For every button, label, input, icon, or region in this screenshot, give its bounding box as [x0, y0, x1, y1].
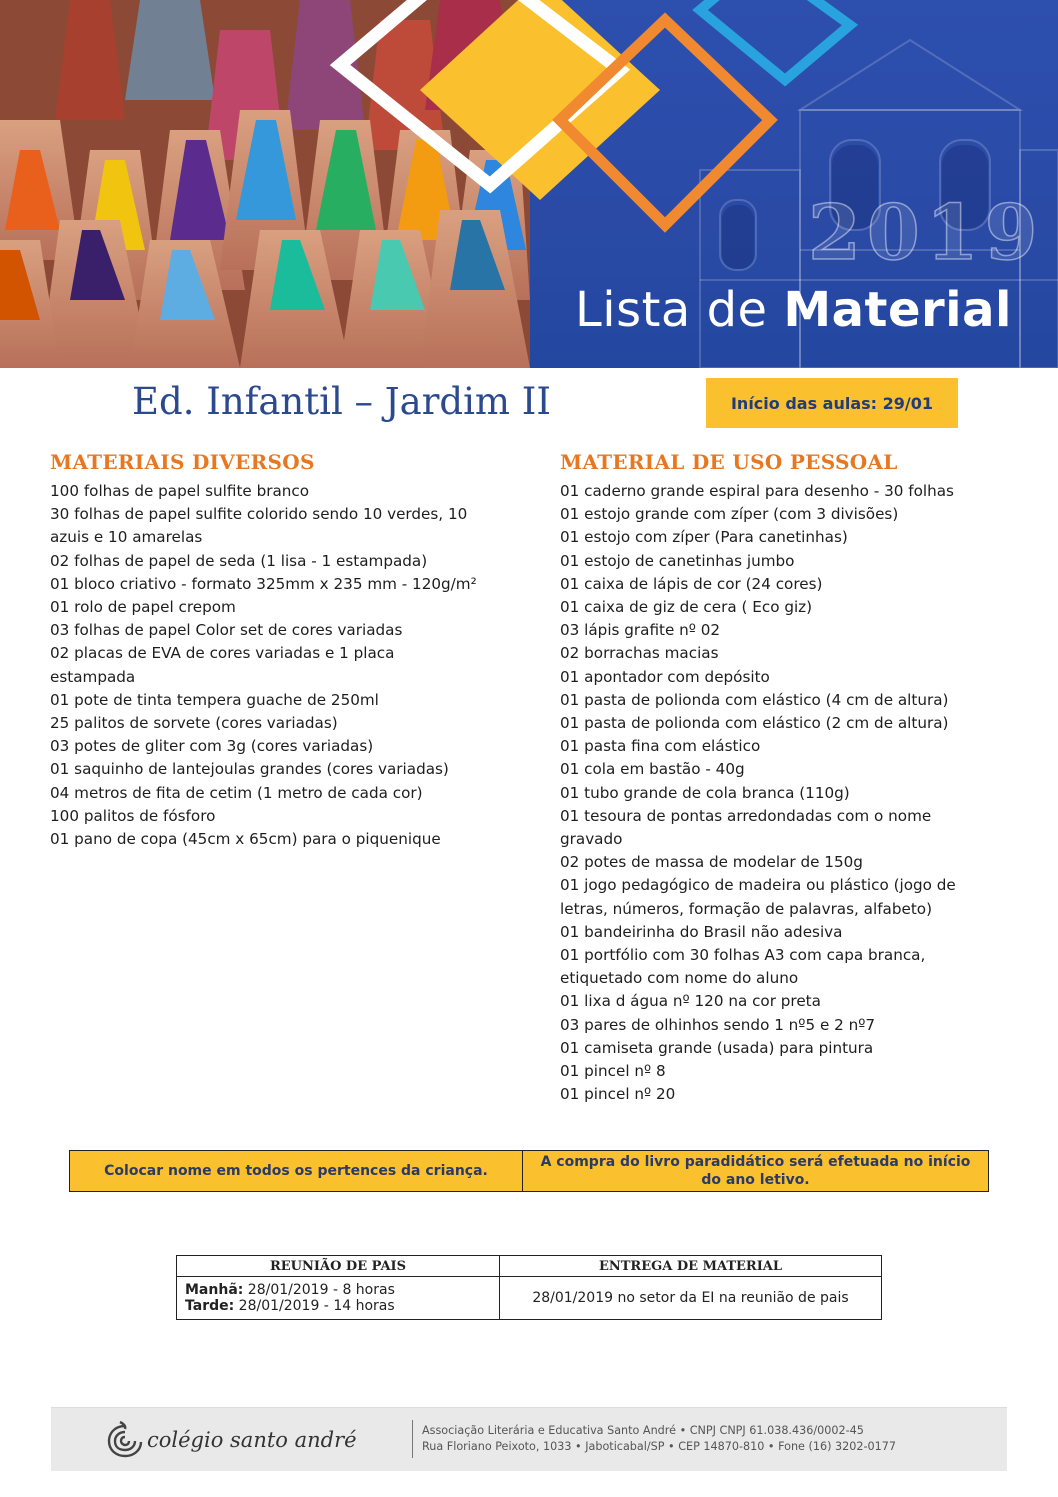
list-item: letras, números, formação de palavras, alfabeto): [560, 899, 933, 918]
afternoon-label: Tarde:: [185, 1298, 235, 1314]
footer-divider: [412, 1420, 413, 1458]
list-item: 01 bandeirinha do Brasil não adesiva: [560, 922, 843, 941]
list-item: 01 estojo grande com zíper (com 3 divisões): [560, 505, 899, 524]
afternoon-meeting: [185, 1298, 491, 1314]
school-logo-icon: [106, 1420, 144, 1460]
materials-list: [50, 480, 510, 851]
list-item: etiquetado com nome do aluno: [560, 969, 799, 988]
notice-book-purchase: A compra do livro paradidático será efetuada no início do ano letivo.: [540, 1154, 971, 1188]
list-item: azuis e 10 amarelas: [50, 528, 203, 547]
schedule-table: [176, 1255, 882, 1320]
list-item: 01 estojo de canetinhas jumbo: [560, 551, 795, 570]
list-item: 02 borrachas macias: [560, 644, 719, 663]
list-item: 01 pasta de polionda com elástico (4 cm de altura): [560, 690, 949, 709]
list-item: 01 apontador com depósito: [560, 667, 770, 686]
list-item: 30 folhas de papel sulfite colorido sendo 10 verdes, 10: [50, 505, 468, 524]
year-watermark: 2019: [808, 188, 1044, 277]
footer-contact-info: [422, 1423, 896, 1455]
list-item: 01 pasta de polionda com elástico (2 cm de altura): [560, 714, 949, 733]
start-date-badge: Início das aulas: 29/01: [706, 378, 958, 428]
notice-bar: [69, 1150, 989, 1192]
list-item: 01 pasta fina com elástico: [560, 737, 761, 756]
morning-value: 28/01/2019 - 8 horas: [243, 1282, 395, 1298]
materiais-diversos-section: [50, 450, 510, 851]
material-delivery-header: ENTREGA DE MATERIAL: [500, 1256, 882, 1277]
material-uso-pessoal-section: [560, 450, 1010, 1106]
list-item: 02 folhas de papel de seda (1 lisa - 1 estampada): [50, 551, 428, 570]
list-item: 01 pincel nº 8: [560, 1062, 666, 1081]
list-item: 01 tubo grande de cola branca (110g): [560, 783, 850, 802]
list-item: 01 portfólio com 30 folhas A3 com capa branca,: [560, 946, 926, 965]
parents-meeting-header: REUNIÃO DE PAIS: [177, 1256, 500, 1277]
list-item: gravado: [560, 830, 623, 849]
list-item: 01 jogo pedagógico de madeira ou plástico (jogo de: [560, 876, 956, 895]
section-heading: MATERIAIS DIVERSOS: [50, 450, 315, 474]
list-item: 01 lixa d água nº 120 na cor preta: [560, 992, 821, 1011]
footer-line-association: Associação Literária e Educativa Santo André • CNPJ CNPJ 61.038.436/0002-45: [422, 1424, 864, 1437]
section-heading: MATERIAL DE USO PESSOAL: [560, 450, 898, 474]
list-item: 03 pares de olhinhos sendo 1 nº5 e 2 nº7: [560, 1015, 876, 1034]
list-item: 01 bloco criativo - formato 325mm x 235 mm - 120g/m²: [50, 574, 477, 593]
list-item: 03 folhas de papel Color set de cores variadas: [50, 621, 403, 640]
footer-line-address: Rua Floriano Peixoto, 1033 • Jaboticabal/SP • CEP 14870-810 • Fone (16) 3202-0177: [422, 1440, 896, 1453]
table-row: [177, 1277, 882, 1320]
grade-title: Ed. Infantil – Jardim II: [132, 380, 551, 423]
banner-title: [575, 282, 1012, 338]
morning-meeting: [185, 1282, 491, 1298]
meeting-times-cell: [177, 1277, 500, 1320]
notice-name-belongings: Colocar nome em todos os pertences da criança.: [70, 1151, 523, 1191]
banner-title-light: Lista de: [575, 282, 784, 338]
list-item: 01 tesoura de pontas arredondadas com o nome: [560, 806, 932, 825]
list-item: estampada: [50, 667, 136, 686]
list-item: 01 cola em bastão - 40g: [560, 760, 745, 779]
list-item: 02 placas de EVA de cores variadas e 1 placa: [50, 644, 395, 663]
list-item: 01 caixa de giz de cera ( Eco giz): [560, 598, 813, 617]
list-item: 01 caderno grande espiral para desenho - 30 folhas: [560, 482, 954, 500]
list-item: 25 palitos de sorvete (cores variadas): [50, 714, 338, 733]
list-item: 03 lápis grafite nº 02: [560, 621, 721, 640]
list-item: 01 saquinho de lantejoulas grandes (cores variadas): [50, 760, 449, 779]
list-item: 01 estojo com zíper (Para canetinhas): [560, 528, 848, 547]
list-item: 01 pano de copa (45cm x 65cm) para o piquenique: [50, 830, 441, 849]
school-name: colégio santo andré: [147, 1428, 357, 1452]
table-header-row: [177, 1256, 882, 1277]
header-banner: [0, 0, 1058, 368]
footer: [51, 1407, 1007, 1471]
list-item: 01 camiseta grande (usada) para pintura: [560, 1038, 874, 1057]
materials-list: [560, 480, 1010, 1106]
afternoon-value: 28/01/2019 - 14 horas: [234, 1298, 395, 1314]
list-item: 02 potes de massa de modelar de 150g: [560, 853, 863, 872]
list-item: 01 pincel nº 20: [560, 1085, 676, 1104]
list-item: 100 palitos de fósforo: [50, 806, 216, 825]
delivery-cell: 28/01/2019 no setor da EI na reunião de pais: [500, 1277, 882, 1320]
morning-label: Manhã:: [185, 1282, 244, 1298]
list-item: 01 rolo de papel crepom: [50, 598, 236, 617]
list-item: 03 potes de gliter com 3g (cores variadas): [50, 737, 374, 756]
list-item: 04 metros de fita de cetim (1 metro de cada cor): [50, 783, 423, 802]
list-item: 01 caixa de lápis de cor (24 cores): [560, 574, 823, 593]
list-item: 100 folhas de papel sulfite branco: [50, 482, 310, 500]
list-item: 01 pote de tinta tempera guache de 250ml: [50, 690, 379, 709]
banner-title-bold: Material: [783, 282, 1012, 338]
